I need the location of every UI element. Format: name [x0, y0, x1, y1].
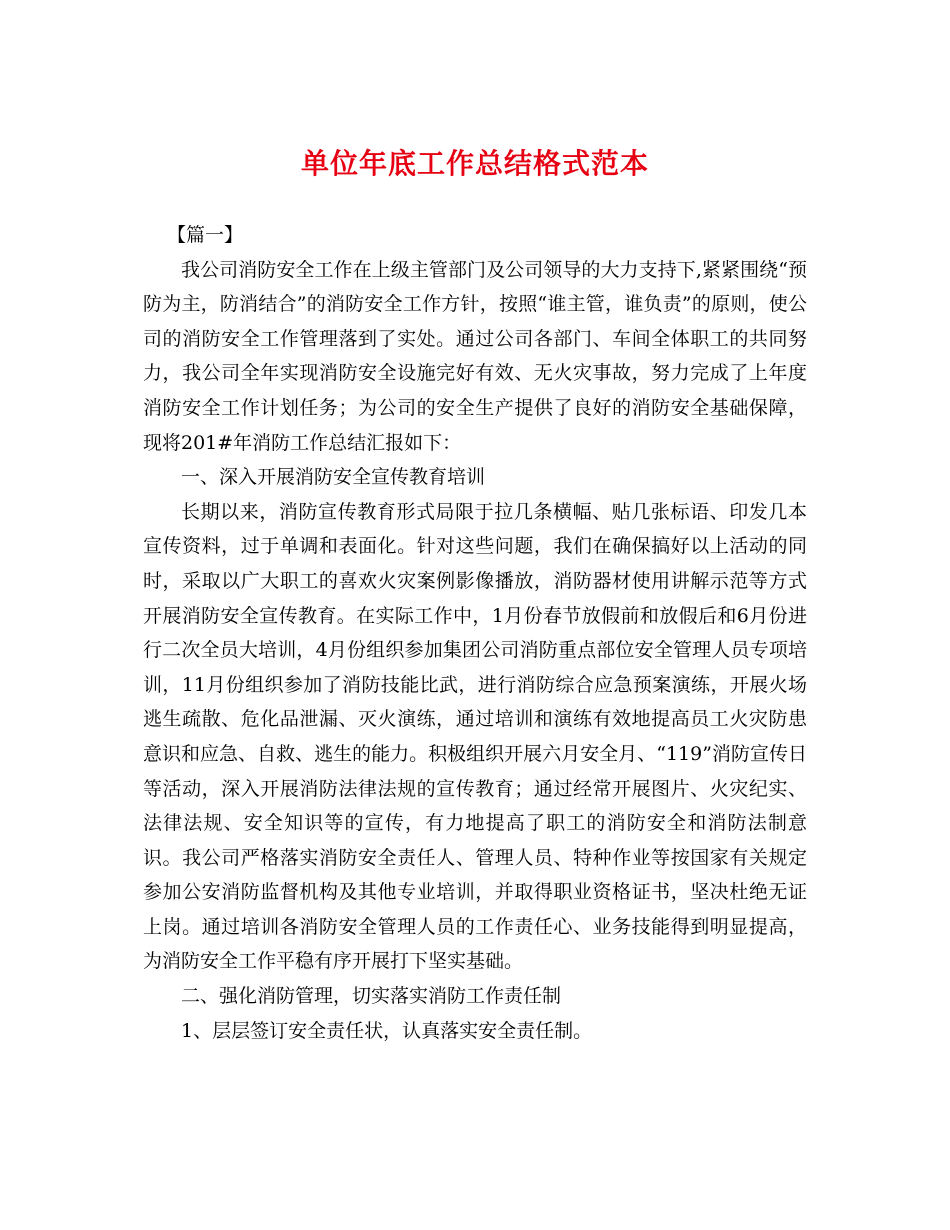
section-heading-1: 一、深入开展消防安全宣传教育培训 — [181, 466, 486, 489]
subsection-heading-1: 1、层层签订安全责任状，认真落实安全责任制。 — [181, 1019, 593, 1042]
section-heading-2: 二、强化消防管理，切实落实消防工作责任制 — [181, 985, 562, 1008]
intro-paragraph: 我公司消防安全工作在上级主管部门及公司领导的大力支持下,紧紧围绕“预防为主，防消结合”的消防安全工作方针，按照“谁主管，谁负责”的原则，使公司的消防安全工作管理落到了实处。通过公司各部门、车间全体职工的共同努力，我公司全年实现消防安全设施完好有效、无火灾事故，努力完成了上年度消防安全工作计划任务；为公司的安全生产提供了良好的消防安全基础保障，现将201#年消防工作总结汇报如下： — [143, 258, 807, 454]
document-title: 单位年底工作总结格式范本 — [300, 147, 649, 180]
document-body — [143, 218, 807, 1048]
section-tag: 【篇一】 — [167, 224, 244, 246]
training-paragraph: 长期以来，消防宣传教育形式局限于拉几条横幅、贴几张标语、印发几本宣传资料，过于单调和表面化。针对这些问题，我们在确保搞好以上活动的同时，采取以广大职工的喜欢火灾案例影像播放，消防器材使用讲解示范等方式开展消防安全宣传教育。在实际工作中，1月份春节放假前和放假后和6月份进行二次全员大培训，4月份组织参加集团公司消防重点部位安全管理人员专项培训，11月份组织参加了消防技能比武，进行消防综合应急预案演练，开展火场逃生疏散、危化品泄漏、灭火演练，通过培训和演练有效地提高员工火灾防患意识和应急、自救、逃生的能力。积极组织开展六月安全月、“119”消防宣传日等活动，深入开展消防法律法规的宣传教育；通过经常开展图片、火灾纪实、法律法规、安全知识等的宣传，有力地提高了职工的消防安全和消防法制意识。我公司严格落实消防安全责任人、管理人员、特种作业等按国家有关规定参加公安消防监督机构及其他专业培训，并取得职业资格证书，坚决杜绝无证上岗。通过培训各消防安全管理人员的工作责任心、业务技能得到明显提高，为消防安全工作平稳有序开展打下坚实基础。 — [143, 500, 807, 973]
